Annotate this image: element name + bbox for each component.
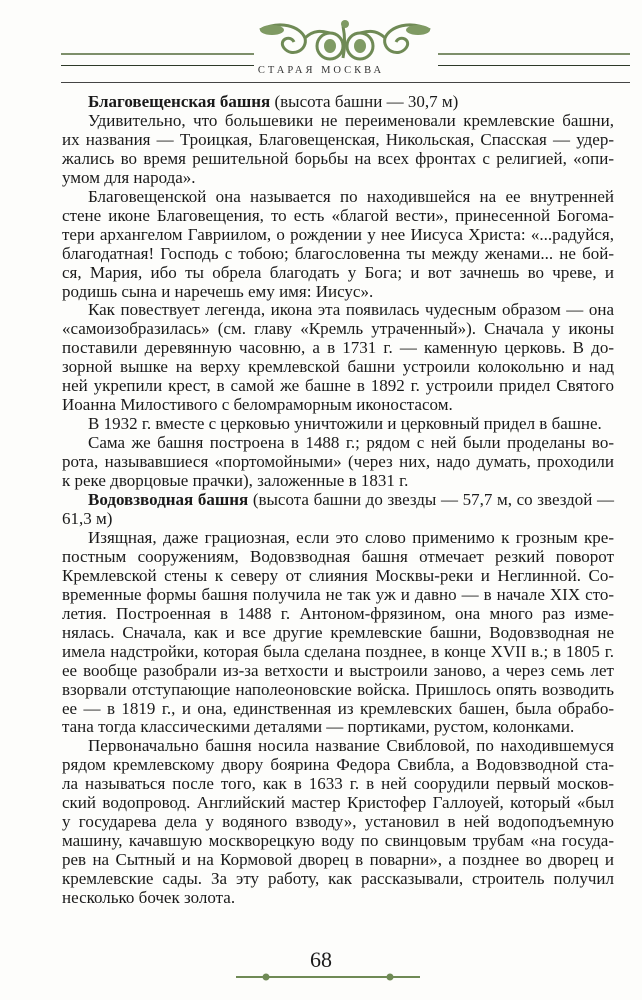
- paragraph-line: рота, называвшиеся «портомойными» (через них, надо думать, проходили: [62, 452, 614, 472]
- section-heading: [62, 491, 614, 510]
- page-body: [62, 93, 614, 908]
- paragraph-line: кремлевские сады. За эту работу, как рассказывали, строитель получил: [62, 869, 614, 889]
- paragraph-line: нялась. Сначала, как и все другие кремлевские башни, Водовзводная не: [62, 622, 614, 642]
- paragraph-line: временные формы башня получила не так уж и давно — в начале XIX сто-: [62, 584, 614, 604]
- tower-height: (высота башни до звезды — 57,7 м, со звездой —: [248, 490, 614, 510]
- paragraph-line: родишь сына и наречешь ему имя: Иисус».: [62, 281, 374, 301]
- paragraph-line: Благовещенской она называется по находившейся на ее внутренней: [88, 186, 614, 206]
- paragraph-line: Первоначально башня носила название Свибловой, по находившемуся: [88, 736, 614, 756]
- header-divider: [61, 82, 630, 83]
- paragraph-line: постным сооружениям, Водовзводная башня отмечает резкий поворот: [62, 546, 614, 566]
- paragraph-line: Удивительно, что большевики не переименовали кремлевские башни,: [88, 110, 614, 130]
- paragraph-line: Иоанна Милостивого с беломраморным иконостасом.: [62, 395, 453, 415]
- paragraph-line: Как повествует легенда, икона эта появилась чудесным образом — она: [88, 300, 614, 320]
- section-heading-continued: 61,3 м): [62, 508, 113, 528]
- paragraph-line: машину, качавшую москворецкую воду по свинцовым трубам «на госуда-: [62, 831, 614, 851]
- paragraph-line: к реке дворцовые прачки), заложенные в 1831 г.: [62, 471, 409, 491]
- paragraph-line: благодатная! Господь с тобою; благословенна ты между женами... не бой-: [62, 243, 614, 263]
- paragraph-line: рядом кремлевскому двору боярина Федора Свибла, а Водовзводной ста-: [62, 755, 614, 775]
- paragraph-line: ся, Мария, ибо ты обрела благодать у Бога; и вот зачнешь во чреве, и: [62, 262, 614, 282]
- paragraph-line: стене иконе Благовещения, то есть «благой вести», принесенной Богома-: [62, 205, 614, 225]
- paragraph-line: несколько бочек золота.: [62, 888, 236, 908]
- paragraph-line: Сама же башня построена в 1488 г.; рядом с ней были проделаны во-: [88, 433, 614, 453]
- paragraph-line: поставили деревянную часовню, а в 1731 г. — каменную церковь. В до-: [62, 338, 614, 358]
- paragraph-line: летия. Построенная в 1488 г. Антоном-фрязином, она много раз изме-: [62, 603, 614, 623]
- paragraph-line: ней укрепили крест, в самой же башне в 1892 г. устроили придел Святого: [62, 376, 614, 396]
- paragraph-line: имела надстройки, которая была сделана позднее, в конце XVII в.; в 1805 г.: [62, 641, 614, 661]
- paragraph-line: Изящная, даже грациозная, если это слово применимо к грозным кре-: [88, 527, 614, 547]
- tower-name: Благовещенская башня: [88, 92, 271, 111]
- tower-height: (высота башни — 30,7 м): [270, 92, 459, 111]
- footer-ornament: [236, 973, 420, 981]
- running-title: СТАРАЯ МОСКВА: [257, 65, 385, 76]
- paragraph-line: у государева дела у водяного взводу», установил в ней водоподъемную: [62, 812, 614, 832]
- paragraph-line: «самоизобразилась» (см. главу «Кремль утраченный»). Сначала у иконы: [62, 319, 614, 339]
- paragraph-line: ла называться после того, как в 1633 г. в ней соорудили первый москов-: [62, 774, 614, 794]
- paragraph-line: ский водопровод. Английский мастер Кристофер Галлоуей, который «был: [62, 793, 614, 813]
- header-ornament: [250, 18, 440, 66]
- paragraph-line: жались во время решительной борьбы на всех фронтах с религией, «опи-: [62, 148, 614, 168]
- paragraph-line: ее — в 1819 г., и она, единственная из кремлевских башен, была обрабо-: [62, 698, 614, 718]
- paragraph-line: умом для народа».: [62, 167, 196, 187]
- tower-name: Водовзводная башня: [88, 490, 249, 510]
- paragraph-line: тери архангелом Гавриилом, о рождении у нее Иисуса Христа: «...радуйся,: [62, 224, 614, 244]
- paragraph-line: рев на Сытный и на Кормовой дворец в поварни», а позднее во дворец и: [62, 850, 614, 870]
- paragraph-line: ее вообще разобрали из-за ветхости и выстроили заново, а через семь лет: [62, 660, 614, 680]
- paragraph-line: тана тогда классическими деталями — портиками, рустом, колонками.: [62, 717, 575, 737]
- paragraph-line: В 1932 г. вместе с церковью уничтожили и церковный придел в башне.: [88, 414, 602, 434]
- section-heading: [62, 93, 614, 112]
- paragraph-line: Кремлевской стены к северу от слияния Москвы-реки и Неглинной. Со-: [62, 565, 614, 585]
- paragraph-line: зорной вышке на верху кремлевской башни устроили колокольню и над: [62, 357, 614, 377]
- paragraph-line: их названия — Троицкая, Благовещенская, Никольская, Спасская — удер-: [62, 129, 614, 149]
- page-number: 68: [310, 947, 332, 972]
- paragraph-line: взорвали отступающие наполеоновские войска. Пришлось опять возводить: [62, 679, 614, 699]
